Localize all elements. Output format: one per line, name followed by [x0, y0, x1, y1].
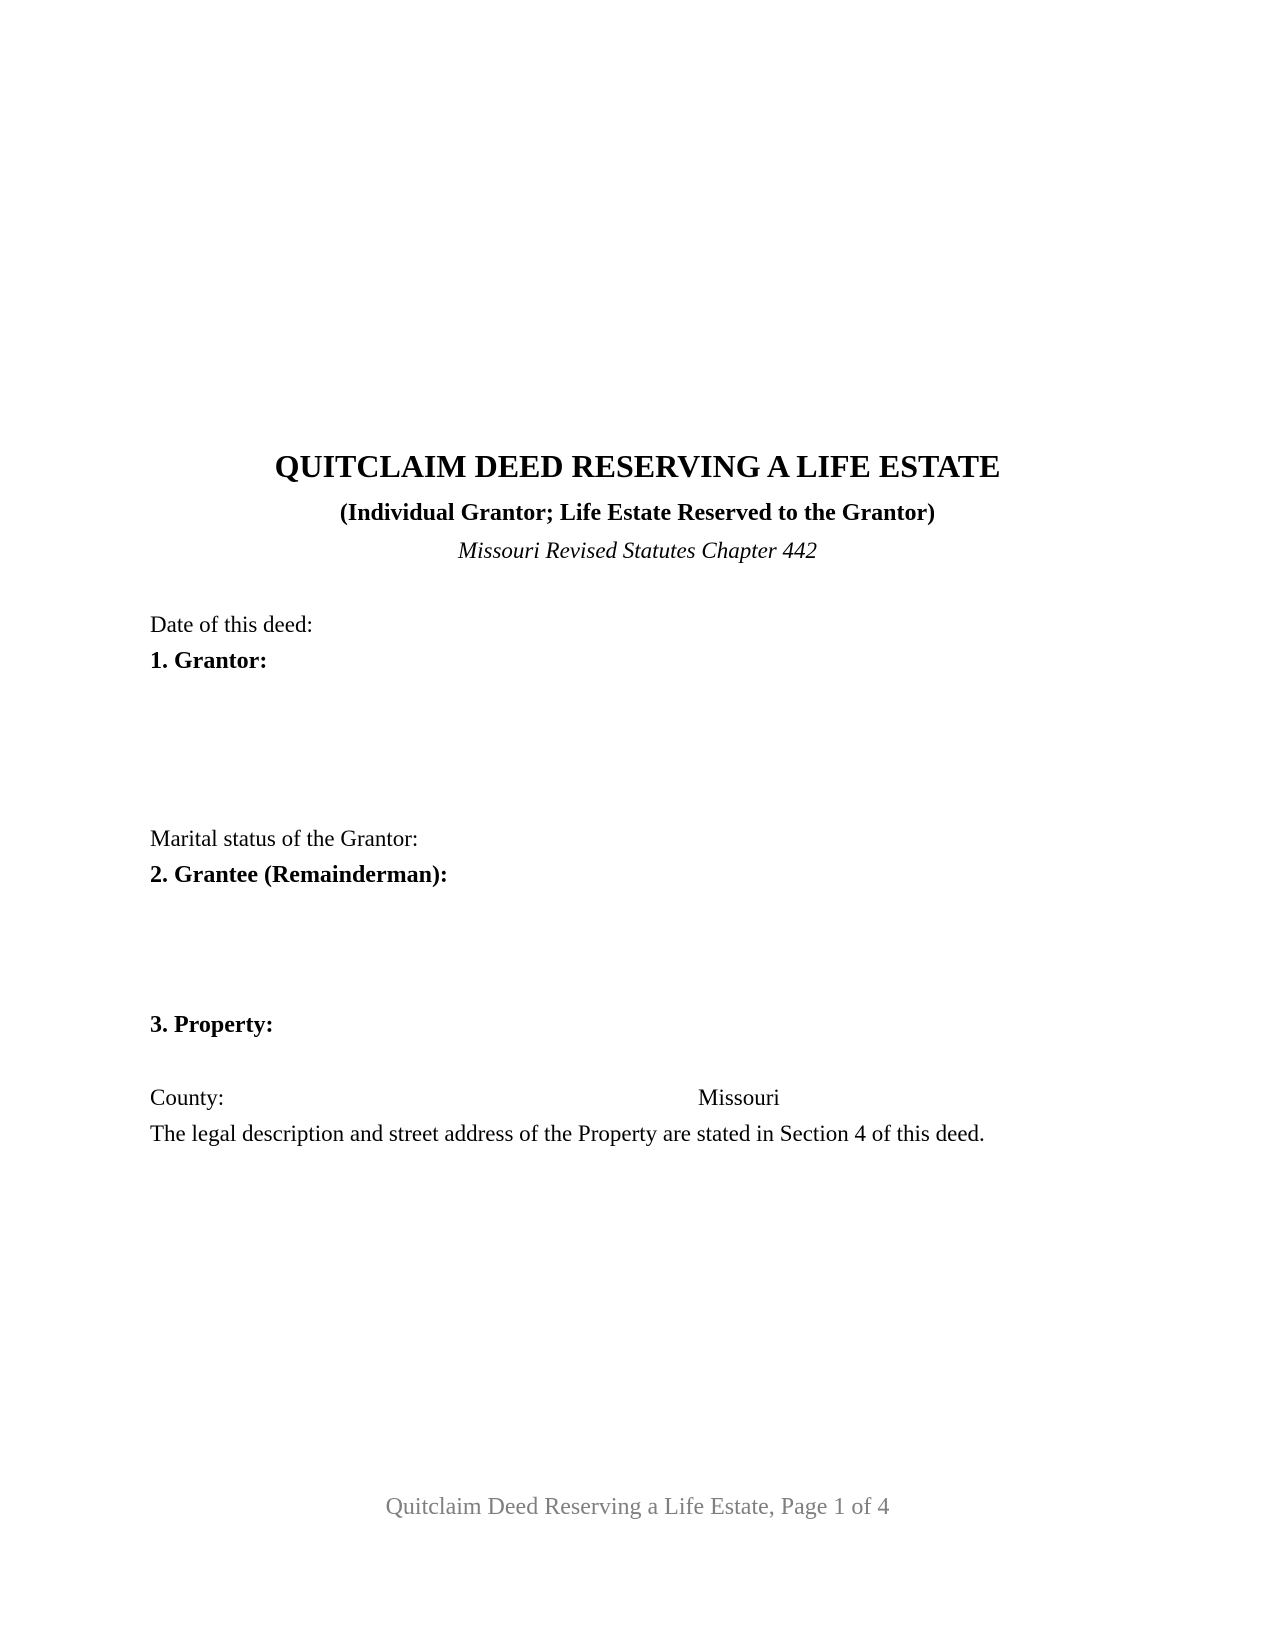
grantee-field[interactable] [150, 894, 1120, 994]
state-label: Missouri [698, 1085, 780, 1110]
property-heading: 3. Property: [150, 1012, 274, 1038]
grantor-field[interactable] [150, 680, 1120, 810]
county-field[interactable] [235, 1085, 685, 1111]
document-title: QUITCLAIM DEED RESERVING A LIFE ESTATE [274, 448, 1001, 484]
date-field[interactable] [335, 612, 785, 638]
page-footer: Quitclaim Deed Reserving a Life Estate, Page 1 of 4 [385, 1494, 890, 1520]
grantee-heading: 2. Grantee (Remainderman): [150, 862, 448, 888]
marital-status-field[interactable] [445, 826, 925, 852]
date-label: Date of this deed: [150, 612, 313, 637]
county-label: County: [150, 1085, 225, 1110]
statute-reference: Missouri Revised Statutes Chapter 442 [457, 538, 818, 563]
grantor-heading: 1. Grantor: [150, 648, 268, 674]
marital-status-label: Marital status of the Grantor: [150, 826, 419, 851]
property-note: The legal description and street address of the Property are stated in Section 4 of this deed. [150, 1121, 985, 1146]
document-subtitle: (Individual Grantor; Life Estate Reserved to the Grantor) [339, 500, 936, 526]
